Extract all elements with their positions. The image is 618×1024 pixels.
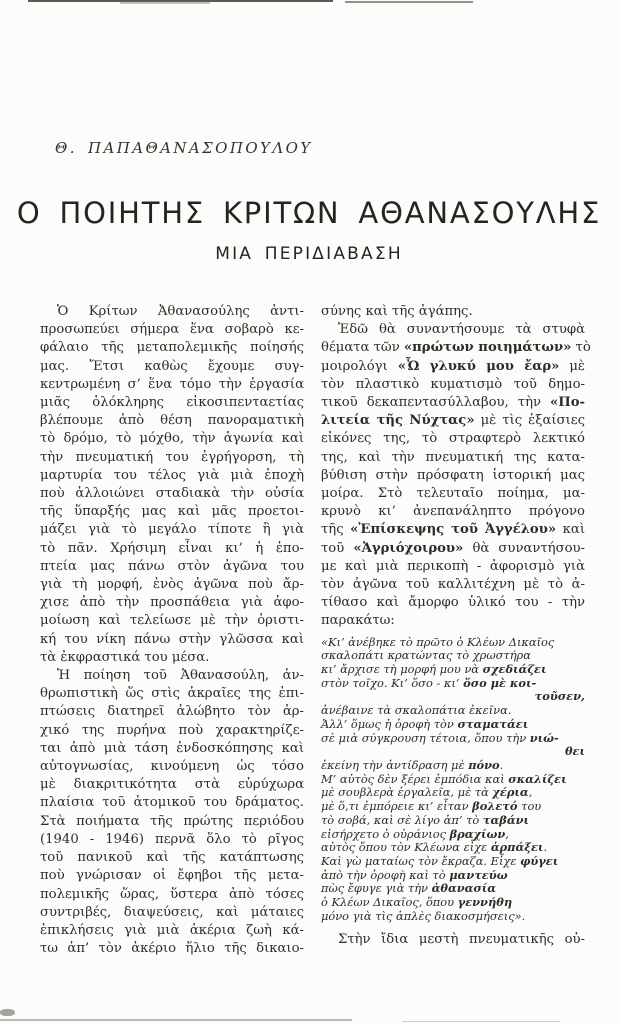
text-line: θει — [564, 744, 585, 759]
poem-quote — [321, 636, 585, 924]
scan-artifact-top — [120, 2, 210, 4]
text-line: Ὁ Κρίτων Ἀθανασούλης ἀντι- — [57, 304, 304, 319]
text-line: της, καὶ τὴν πνευματική της κατα- — [321, 449, 585, 465]
text-line: μὲ ὅ,τι ἐμπόρειε κι’ εἶταν βολετό του — [321, 799, 542, 814]
text-line: κεντρωμένη σ’ ἕνα τόμο τὴν ἐργασία — [40, 376, 304, 392]
text-line: εἰσήρχετο ὁ οὐράνιος βραχίων, — [321, 826, 509, 841]
text-line: τοῦσεν, — [534, 689, 585, 704]
text-line: τω ἀπ’ τὸν ἀκέριο ἥλιο τῆς δικαιο- — [40, 941, 304, 957]
text-line: πὼς ἔφυγε γιὰ τὴν ἀθανασία — [321, 881, 497, 896]
text-line: τὸ δρόμο, τὸ μόχθο, τὴν ἀγωνία καὶ — [40, 431, 304, 447]
text-line: βύθιση στὴν πρόσφατη ἱστορική μας — [321, 467, 585, 483]
text-line: τῆς «Ἐπίσκεψης τοῦ Ἀγγέλου» καὶ — [321, 522, 585, 538]
text-line: μάζει γιὰ τὸ μεγάλο τίποτε ἢ γιὰ — [40, 522, 304, 538]
text-line: μας. Ἔτσι καθὼς ἔχουμε συγ- — [40, 358, 304, 374]
text-line: κή του νίκη πάνω στὴν γλῶσσα καὶ — [40, 631, 304, 647]
text-line: (1940 - 1946) περνᾶ ὅλο τὸ ρῖγος — [40, 831, 304, 847]
text-line: τὸν ἀγῶνα τοῦ καλλιτέχνη μὲ τὸ ἀ- — [321, 577, 585, 593]
text-line: μοίρα. Στὸ τελευταῖο ποίημα, μα- — [321, 486, 585, 502]
text-line: Μ’ αὐτὸς δὲν ξέρει ἐμπόδια καὶ σκαλίζει — [321, 771, 567, 786]
text-line: Στὴν ἴδια μεστὴ πνευματικῆς οὐ- — [338, 932, 585, 948]
text-line: τοῦ πανικοῦ καὶ τῆς κατάπτωσης — [40, 850, 304, 866]
text-line: τικοῦ δεκαπεντασύλλαβου, τὴν «Πο- — [321, 395, 585, 411]
text-line: ποὺ ἀλλοιώνει σταδιακὰ τὴν οὐσία — [40, 486, 304, 502]
text-line: γιὰ τὴ μορφή, ἑνὸς ἀγῶνα ποὺ ἄρ- — [40, 577, 304, 593]
text-line: Ἀλλ’ ὅμως ἡ ὀροφὴ τὸν σταματάει — [321, 716, 529, 731]
text-line: Στὰ ποιήματα τῆς πρώτης περιόδου — [40, 813, 304, 829]
text-line: σύνης καὶ τῆς ἀγάπης. — [321, 304, 473, 319]
text-line: μαρτυρία του τέλος γιὰ μιὰ ἐποχὴ — [40, 467, 304, 483]
text-line: ἐκείνη τὴν ἀντίδραση μὲ πόνο. — [321, 757, 504, 772]
text-line: εἰκόνες της, τὸ στραφτερὸ λεκτικό — [321, 431, 585, 447]
text-line: πλαίσια τοῦ ἀτομικοῦ του δράματος. — [40, 795, 304, 811]
text-line: Ἐδῶ θὰ συναντήσουμε τὰ στυφὰ — [338, 322, 585, 338]
text-line: με καὶ μιὰ περικοπὴ - ἀφορισμὸ γιὰ — [321, 558, 585, 574]
article-subtitle: ΜΙΑ ΠΕΡΙΔΙΑΒΑΣΗ — [215, 244, 403, 264]
text-line: λιτεία τῆς Νύχτας» μὲ τὶς ἐξαίσιες — [321, 413, 585, 429]
paragraph — [321, 931, 585, 949]
text-line: τοῦ «Ἀγριόχοιρου» θὰ συναντήσου- — [321, 540, 585, 556]
text-line: παρακάτω: — [321, 613, 395, 629]
text-line: σὲ μιὰ σύγκρουση τέτοια, ὅπου τὴν νιώ- — [321, 730, 559, 745]
paragraph — [321, 303, 585, 321]
text-line: μοιρολόγι «Ὦ γλυκύ μου ἔαρ» μὲ — [321, 358, 586, 374]
scan-artifact-top — [345, 1, 473, 3]
text-line: μὲ διακριτικότητα στὰ εὐρύχωρα — [40, 777, 304, 793]
scan-artifact-bottom — [402, 1021, 560, 1022]
text-line: βλέπουμε ἀπὸ θέση πανοραματικὴ — [40, 413, 304, 429]
text-line: αὐτογνωσίας, κινούμενη ὡς τόσο — [40, 759, 304, 775]
text-line: χισε ἀπὸ τὴν προσπάθεια γιὰ ἀφο- — [40, 595, 304, 611]
text-line: προσωπεύει σήμερα ἕνα σοβαρὸ κε- — [40, 322, 304, 338]
text-line: μόνο γιὰ τὶς ἁπλὲς διακοσμήσεις». — [321, 908, 526, 923]
text-line: «Κι’ ἀνέβηκε τὸ πρῶτο ὁ Κλέων Δικαῖος — [321, 634, 555, 649]
text-line: πτώσεις διατηρεῖ ἀλώβητο τὸν ἀρ- — [40, 704, 304, 720]
text-line: σκαλοπάτι κρατώντας τὸ χρωστήρα — [321, 648, 531, 663]
text-line: ἀπὸ τὴν ὀροφὴ καὶ τὸ μαντεύω — [321, 867, 508, 882]
column-right — [321, 303, 591, 958]
text-line: τὸν πλαστικὸ κυματισμὸ τοῦ δημο- — [321, 376, 585, 392]
scan-artifact-corner — [0, 1009, 15, 1016]
text-line: Ἡ ποίηση τοῦ Ἀθανασούλη, ἀν- — [57, 668, 304, 684]
text-line: ται ἀπὸ μιὰ τάση ἐνδοσκόπησης καὶ — [40, 740, 304, 756]
text-line: τὴν πνευματική του ἐγρήγορση, τὴ — [40, 449, 304, 465]
text-line: χικό της πυρήνα ποὺ χαρακτηρίζε- — [40, 722, 304, 738]
text-line: πτεία μας πάνω στὸν ἀγῶνα του — [40, 558, 304, 574]
paragraph — [321, 321, 591, 630]
text-line: μιᾶς ὁλόκληρης εἰκοσιπενταετίας — [40, 395, 304, 411]
text-line: ὁ Κλέων Δικαῖος, ὅπου γεννήθη — [321, 895, 513, 910]
text-line: ἀνέβαινε τὰ σκαλοπάτια ἐκεῖνα. — [321, 703, 512, 718]
text-line: συντριβές, διαψεύσεις, καὶ μάταιες — [40, 904, 304, 920]
text-line: κι’ ἄρχισε τὴ μορφή μου νὰ σχεδιάζει — [321, 662, 547, 677]
text-line: στὸν τοῖχο. Κι’ ὅσο - κι’ ὅσο μὲ κοι- — [321, 675, 537, 690]
paragraph — [40, 303, 304, 667]
author-name: Θ. ΠΑΠΑΘΑΝΑΣΟΠΟΥΛΟΥ — [55, 139, 313, 157]
scan-artifact-top — [28, 0, 333, 2]
article-title: Ο ΠΟΙΗΤΗΣ ΚΡΙΤΩΝ ΑΘΑΝΑΣΟΥΛΗΣ — [16, 196, 602, 230]
text-line: τῆς ὕπαρξής μας καὶ μᾶς προετοι- — [40, 504, 304, 520]
text-line: ἐπικλήσεις γιὰ μιὰ ἀκέρια ζωὴ κά- — [40, 922, 304, 938]
text-line: τὰ ἐκφραστικά του μέσα. — [40, 649, 210, 665]
text-line: ποὺ γνώρισαν οἱ ἔφηβοι τῆς μετα- — [40, 868, 304, 884]
text-line: τὸ σοβά, καὶ σὲ λίγο ἀπ’ τὸ ταβάνι — [321, 812, 530, 827]
text-line: πολεμικῆς ὥρας, ὕστερα ἀπὸ τόσες — [40, 886, 304, 902]
text-line: αὐτὸς ὅπου τὸν Κλέωνα εἶχε ἁρπάξει. — [321, 840, 548, 855]
text-line: τίθασο καὶ ἄμορφο ὑλικό του - τὴν — [321, 595, 585, 611]
text-line: θρωπιστικὴ ὥς στὶς ἀκραῖες της ἐπι- — [40, 686, 304, 702]
text-line: μοίωση καὶ τελείωσε μὲ τὴν ὁριστι- — [40, 613, 304, 629]
text-line: φάλαιο τῆς μεταπολεμικῆς ποίησής — [40, 340, 304, 356]
column-left — [40, 303, 304, 958]
text-columns — [40, 303, 591, 958]
text-line: τὸ πᾶν. Χρήσιμη εἶναι κι’ ἡ ἐπο- — [40, 540, 304, 556]
text-line: Καὶ γὼ ματαίως τὸν ἔκραζα. Εἶχε φύγει — [321, 853, 559, 868]
text-line: θέματα τῶν «πρώτων ποιημάτων» τὸ — [321, 340, 591, 356]
scan-artifact-bottom — [0, 1019, 352, 1021]
text-line: μὲ σουβλερὰ ἐργαλεῖα, μὲ τὰ χέρια, — [321, 785, 533, 800]
paragraph — [40, 667, 304, 958]
text-line: κρυνὸ κι’ ἀνεπανάληπτο πρόγονο — [321, 504, 585, 520]
